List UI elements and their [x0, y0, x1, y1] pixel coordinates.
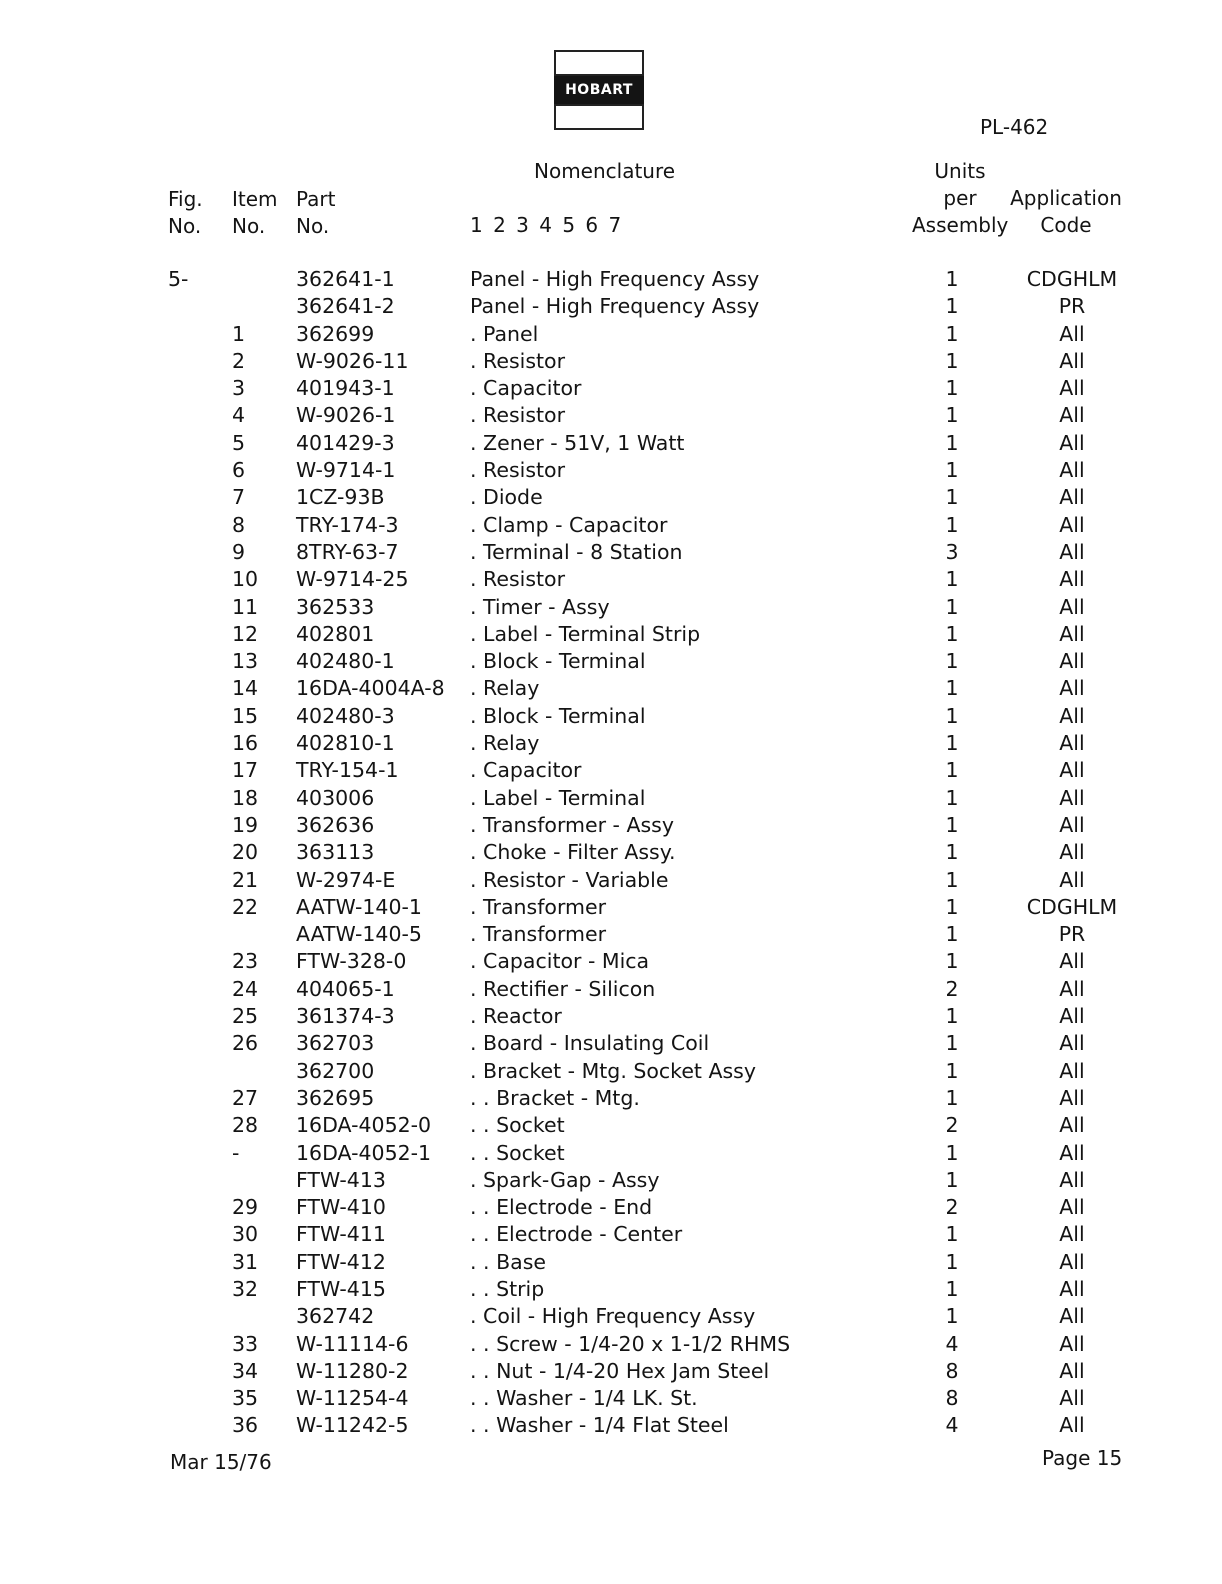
item-number: 13	[232, 649, 259, 674]
part-number: W-9026-1	[296, 403, 396, 428]
application-code: All	[1059, 539, 1085, 564]
item-number: 14	[232, 676, 259, 701]
application-code: All	[1059, 1304, 1085, 1329]
units-per-assembly: 1	[945, 785, 959, 810]
item-number: 28	[232, 1113, 259, 1138]
units-per-assembly: 2	[945, 1113, 959, 1138]
table-row	[0, 976, 1222, 1003]
parts-list	[0, 266, 1222, 1440]
part-number: 363113	[296, 840, 375, 865]
table-row	[0, 457, 1222, 484]
units-per-assembly: 1	[945, 1304, 959, 1329]
nomenclature: . Resistor	[470, 458, 566, 483]
application-code: All	[1059, 430, 1085, 455]
part-number: FTW-415	[296, 1276, 386, 1301]
table-row	[0, 1140, 1222, 1167]
application-code: All	[1059, 840, 1085, 865]
item-number: 6	[232, 458, 246, 483]
table-row	[0, 512, 1222, 539]
units-per-assembly: 1	[945, 376, 959, 401]
units-per-assembly: 1	[945, 567, 959, 592]
nomenclature: . Capacitor	[470, 376, 582, 401]
header-item-line2: No.	[232, 214, 266, 238]
units-per-assembly: 1	[945, 867, 959, 892]
item-number: -	[232, 1140, 240, 1165]
units-per-assembly: 3	[945, 539, 959, 564]
table-row	[0, 1167, 1222, 1194]
nomenclature: . Resistor - Variable	[470, 867, 669, 892]
nomenclature: Panel - High Frequency Assy	[470, 267, 760, 291]
units-per-assembly: 1	[945, 812, 959, 837]
units-per-assembly: 1	[945, 512, 959, 537]
application-code: PR	[1058, 294, 1086, 319]
nomenclature: . . Nut - 1/4-20 Hex Jam Steel	[470, 1358, 770, 1383]
units-per-assembly: 1	[945, 676, 959, 701]
nomenclature: . . Electrode - End	[470, 1195, 653, 1220]
units-per-assembly: 1	[945, 430, 959, 455]
application-code: PR	[1058, 922, 1086, 947]
table-row	[0, 430, 1222, 457]
nomenclature: . . Base	[470, 1249, 546, 1274]
part-number: AATW-140-1	[296, 894, 422, 919]
table-row	[0, 867, 1222, 894]
application-code: All	[1059, 812, 1085, 837]
application-code: All	[1059, 348, 1085, 373]
application-code: All	[1059, 1195, 1085, 1220]
units-per-assembly: 1	[945, 403, 959, 428]
nomenclature: . Panel	[470, 321, 539, 346]
part-number: 402480-3	[296, 703, 395, 728]
part-number: W-11242-5	[296, 1413, 409, 1438]
application-code: All	[1059, 1386, 1085, 1411]
item-number: 19	[232, 812, 259, 837]
table-row	[0, 402, 1222, 429]
table-row	[0, 293, 1222, 320]
units-per-assembly: 2	[945, 976, 959, 1001]
part-number: 402480-1	[296, 649, 395, 674]
header-item-line1: Item	[232, 187, 278, 211]
units-per-assembly: 1	[945, 485, 959, 510]
table-row	[0, 1112, 1222, 1139]
item-number: 25	[232, 1004, 259, 1029]
item-number: 23	[232, 949, 259, 974]
table-row	[0, 1249, 1222, 1276]
units-per-assembly: 1	[945, 731, 959, 756]
table-row	[0, 948, 1222, 975]
item-number: 1	[232, 321, 246, 346]
part-number: 362700	[296, 1058, 375, 1083]
part-number: 404065-1	[296, 976, 395, 1001]
item-number: 7	[232, 485, 246, 510]
nomenclature: . Rectifier - Silicon	[470, 976, 656, 1001]
application-code: All	[1059, 458, 1085, 483]
application-code: All	[1059, 567, 1085, 592]
item-number: 30	[232, 1222, 259, 1247]
application-code: All	[1059, 649, 1085, 674]
table-row	[0, 1003, 1222, 1030]
item-number: 15	[232, 703, 259, 728]
part-number: W-9026-11	[296, 348, 409, 373]
part-number: FTW-412	[296, 1249, 386, 1274]
units-per-assembly: 8	[945, 1358, 959, 1383]
nomenclature: Panel - High Frequency Assy	[470, 294, 760, 319]
table-row	[0, 1412, 1222, 1439]
part-number: 362703	[296, 1031, 375, 1056]
table-row	[0, 1276, 1222, 1303]
item-number: 8	[232, 512, 246, 537]
units-per-assembly: 1	[945, 1058, 959, 1083]
units-per-assembly: 2	[945, 1195, 959, 1220]
nomenclature: . Resistor	[470, 403, 566, 428]
item-number: 33	[232, 1331, 259, 1356]
units-per-assembly: 1	[945, 840, 959, 865]
item-number: 18	[232, 785, 259, 810]
part-number: 362636	[296, 812, 375, 837]
application-code: All	[1059, 621, 1085, 646]
table-row	[0, 1030, 1222, 1057]
item-number: 4	[232, 403, 246, 428]
nomenclature: . Clamp - Capacitor	[470, 512, 668, 537]
header-indent-levels: 1 2 3 4 5 6 7	[470, 213, 624, 237]
part-number: 401943-1	[296, 376, 395, 401]
part-number: W-2974-E	[296, 867, 396, 892]
item-number: 10	[232, 567, 259, 592]
nomenclature: . . Electrode - Center	[470, 1222, 683, 1247]
item-number: 16	[232, 731, 259, 756]
application-code: All	[1059, 1004, 1085, 1029]
units-per-assembly: 1	[945, 1276, 959, 1301]
nomenclature: . Block - Terminal	[470, 649, 646, 674]
nomenclature: . Resistor	[470, 567, 566, 592]
item-number: 36	[232, 1413, 259, 1438]
header-units-line3: Assembly	[912, 213, 1009, 237]
table-row	[0, 1221, 1222, 1248]
nomenclature: . . Screw - 1/4-20 x 1-1/2 RHMS	[470, 1331, 791, 1356]
part-number: TRY-174-3	[296, 512, 399, 537]
table-row	[0, 1385, 1222, 1412]
units-per-assembly: 4	[945, 1413, 959, 1438]
application-code: All	[1059, 1331, 1085, 1356]
table-row	[0, 812, 1222, 839]
table-row	[0, 921, 1222, 948]
part-number: AATW-140-5	[296, 922, 422, 947]
table-row	[0, 348, 1222, 375]
table-row	[0, 894, 1222, 921]
item-number: 22	[232, 894, 259, 919]
application-code: All	[1059, 1358, 1085, 1383]
table-row	[0, 839, 1222, 866]
header-fig-no	[168, 186, 203, 240]
table-row	[0, 1358, 1222, 1385]
application-code: CDGHLM	[1026, 894, 1118, 919]
table-row	[0, 321, 1222, 348]
table-row	[0, 648, 1222, 675]
header-part-line2: No.	[296, 214, 330, 238]
part-number: 362641-1	[296, 267, 395, 291]
part-number: 401429-3	[296, 430, 395, 455]
table-row	[0, 1058, 1222, 1085]
part-number: 361374-3	[296, 1004, 395, 1029]
table-row	[0, 566, 1222, 593]
table-row	[0, 621, 1222, 648]
application-code: All	[1059, 321, 1085, 346]
part-number: 362641-2	[296, 294, 395, 319]
units-per-assembly: 1	[945, 1085, 959, 1110]
item-number: 27	[232, 1085, 259, 1110]
footer-page-number: Page 15	[1042, 1446, 1123, 1470]
application-code: All	[1059, 785, 1085, 810]
part-number: 16DA-4052-1	[296, 1140, 432, 1165]
units-per-assembly: 1	[945, 1249, 959, 1274]
part-number: W-11254-4	[296, 1386, 409, 1411]
part-number: 1CZ-93B	[296, 485, 385, 510]
nomenclature: . Relay	[470, 731, 540, 756]
item-number: 29	[232, 1195, 259, 1220]
application-code: All	[1059, 376, 1085, 401]
table-row	[0, 266, 1222, 293]
header-app-line1: Application	[1010, 186, 1122, 210]
application-code: All	[1059, 949, 1085, 974]
nomenclature: . . Socket	[470, 1113, 565, 1138]
units-per-assembly: 4	[945, 1331, 959, 1356]
units-per-assembly: 8	[945, 1386, 959, 1411]
table-row	[0, 730, 1222, 757]
units-per-assembly: 1	[945, 1222, 959, 1247]
nomenclature: . Zener - 51V, 1 Watt	[470, 430, 685, 455]
units-per-assembly: 1	[945, 1167, 959, 1192]
header-item-no	[232, 186, 278, 240]
application-code: All	[1059, 485, 1085, 510]
part-number: 8TRY-63-7	[296, 539, 399, 564]
header-units-line2: per	[943, 186, 977, 210]
units-per-assembly: 1	[945, 294, 959, 319]
logo-text: HOBART	[554, 76, 644, 104]
part-number: TRY-154-1	[296, 758, 399, 783]
item-number: 2	[232, 348, 246, 373]
item-number: 31	[232, 1249, 259, 1274]
part-number: FTW-410	[296, 1195, 386, 1220]
application-code: All	[1059, 403, 1085, 428]
nomenclature: . Board - Insulating Coil	[470, 1031, 710, 1056]
nomenclature: . Choke - Filter Assy.	[470, 840, 676, 865]
header-application-code	[1004, 185, 1128, 239]
nomenclature: . Timer - Assy	[470, 594, 610, 619]
nomenclature: . Reactor	[470, 1004, 562, 1029]
part-number: 402801	[296, 621, 375, 646]
table-row	[0, 675, 1222, 702]
application-code: All	[1059, 1113, 1085, 1138]
nomenclature: . . Washer - 1/4 LK. St.	[470, 1386, 698, 1411]
item-number: 17	[232, 758, 259, 783]
part-number: FTW-328-0	[296, 949, 407, 974]
table-row	[0, 757, 1222, 784]
units-per-assembly: 1	[945, 703, 959, 728]
application-code: All	[1059, 703, 1085, 728]
units-per-assembly: 1	[945, 267, 959, 291]
application-code: All	[1059, 1167, 1085, 1192]
application-code: CDGHLM	[1026, 267, 1118, 291]
units-per-assembly: 1	[945, 949, 959, 974]
nomenclature: . Capacitor	[470, 758, 582, 783]
part-number: 16DA-4052-0	[296, 1113, 432, 1138]
table-row	[0, 375, 1222, 402]
units-per-assembly: 1	[945, 458, 959, 483]
item-number: 34	[232, 1358, 259, 1383]
item-number: 20	[232, 840, 259, 865]
nomenclature: . Block - Terminal	[470, 703, 646, 728]
header-units-line1: Units	[934, 159, 986, 183]
item-number: 9	[232, 539, 246, 564]
units-per-assembly: 1	[945, 621, 959, 646]
part-number: 362695	[296, 1085, 375, 1110]
units-per-assembly: 1	[945, 649, 959, 674]
item-number: 3	[232, 376, 246, 401]
application-code: All	[1059, 1413, 1085, 1438]
nomenclature: . . Strip	[470, 1276, 545, 1301]
application-code: All	[1059, 1249, 1085, 1274]
header-fig-line2: No.	[168, 214, 202, 238]
nomenclature: . Transformer - Assy	[470, 812, 674, 837]
table-row	[0, 1194, 1222, 1221]
item-number: 35	[232, 1386, 259, 1411]
application-code: All	[1059, 594, 1085, 619]
fig-number: 5-	[168, 267, 189, 291]
table-row	[0, 484, 1222, 511]
application-code: All	[1059, 512, 1085, 537]
header-part-no	[296, 186, 335, 240]
application-code: All	[1059, 1222, 1085, 1247]
application-code: All	[1059, 1058, 1085, 1083]
table-row	[0, 1331, 1222, 1358]
header-nomenclature: Nomenclature	[534, 159, 676, 183]
part-number: W-9714-1	[296, 458, 396, 483]
nomenclature: . Relay	[470, 676, 540, 701]
table-row	[0, 539, 1222, 566]
table-row	[0, 1303, 1222, 1330]
document-number: PL-462	[980, 115, 1049, 139]
application-code: All	[1059, 1276, 1085, 1301]
footer-date: Mar 15/76	[170, 1450, 272, 1474]
part-number: W-9714-25	[296, 567, 409, 592]
logo-top-box	[554, 50, 644, 76]
application-code: All	[1059, 1031, 1085, 1056]
header-fig-line1: Fig.	[168, 187, 203, 211]
logo-bottom-box	[554, 104, 644, 130]
part-number: W-11280-2	[296, 1358, 409, 1383]
nomenclature: . Bracket - Mtg. Socket Assy	[470, 1058, 756, 1083]
application-code: All	[1059, 976, 1085, 1001]
nomenclature: . Spark-Gap - Assy	[470, 1167, 660, 1192]
nomenclature: . Coil - High Frequency Assy	[470, 1304, 756, 1329]
units-per-assembly: 1	[945, 594, 959, 619]
part-number: FTW-413	[296, 1167, 386, 1192]
nomenclature: . . Bracket - Mtg.	[470, 1085, 640, 1110]
units-per-assembly: 1	[945, 1140, 959, 1165]
application-code: All	[1059, 676, 1085, 701]
nomenclature: . Label - Terminal Strip	[470, 621, 701, 646]
nomenclature: . . Socket	[470, 1140, 565, 1165]
header-part-line1: Part	[296, 187, 336, 211]
nomenclature: . Terminal - 8 Station	[470, 539, 683, 564]
item-number: 5	[232, 430, 246, 455]
table-row	[0, 594, 1222, 621]
item-number: 24	[232, 976, 259, 1001]
nomenclature: . Resistor	[470, 348, 566, 373]
item-number: 32	[232, 1276, 259, 1301]
item-number: 21	[232, 867, 259, 892]
nomenclature: . Capacitor - Mica	[470, 949, 650, 974]
part-number: W-11114-6	[296, 1331, 409, 1356]
application-code: All	[1059, 731, 1085, 756]
part-number: FTW-411	[296, 1222, 386, 1247]
table-row	[0, 703, 1222, 730]
nomenclature: . Transformer	[470, 922, 607, 947]
table-row	[0, 1085, 1222, 1112]
units-per-assembly: 1	[945, 321, 959, 346]
units-per-assembly: 1	[945, 894, 959, 919]
units-per-assembly: 1	[945, 1031, 959, 1056]
part-number: 362533	[296, 594, 375, 619]
application-code: All	[1059, 758, 1085, 783]
application-code: All	[1059, 1085, 1085, 1110]
nomenclature: . Transformer	[470, 894, 607, 919]
part-number: 402810-1	[296, 731, 395, 756]
application-code: All	[1059, 1140, 1085, 1165]
part-number: 403006	[296, 785, 375, 810]
header-app-line2: Code	[1040, 213, 1092, 237]
item-number: 26	[232, 1031, 259, 1056]
table-row	[0, 785, 1222, 812]
item-number: 12	[232, 621, 259, 646]
units-per-assembly: 1	[945, 348, 959, 373]
units-per-assembly: 1	[945, 922, 959, 947]
part-number: 362742	[296, 1304, 375, 1329]
nomenclature: . . Washer - 1/4 Flat Steel	[470, 1413, 729, 1438]
part-number: 362699	[296, 321, 375, 346]
item-number: 11	[232, 594, 259, 619]
header-units-per-assembly	[912, 158, 1008, 239]
units-per-assembly: 1	[945, 758, 959, 783]
application-code: All	[1059, 867, 1085, 892]
nomenclature: . Label - Terminal	[470, 785, 646, 810]
part-number: 16DA-4004A-8	[296, 676, 445, 701]
hobart-logo	[554, 50, 644, 130]
nomenclature: . Diode	[470, 485, 543, 510]
units-per-assembly: 1	[945, 1004, 959, 1029]
